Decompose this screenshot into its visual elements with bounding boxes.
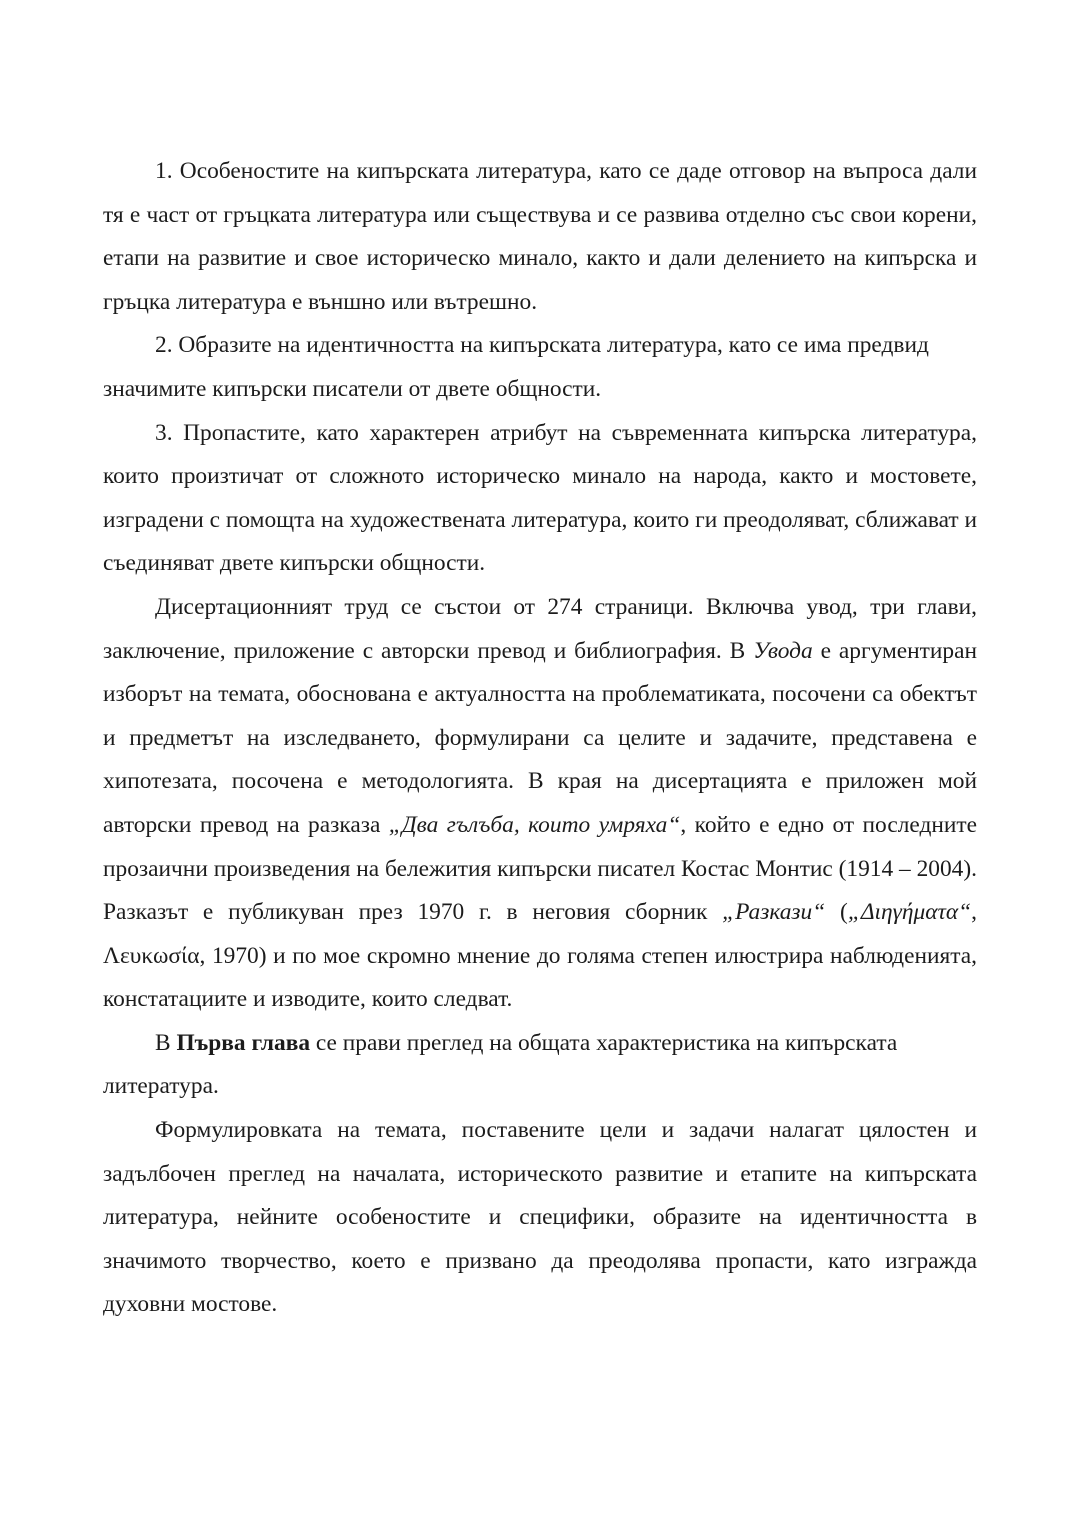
list-item-1 — [103, 150, 977, 324]
list-item-2 — [103, 324, 977, 411]
list-item-number: 2. — [155, 332, 173, 359]
paragraph-text: , който е едно от последните прозаични произведения на бележития кипърски писател Костас Монтис (1914 – 2004). Разказът е публикуван през 1970 г. в неговия сборник — [103, 811, 978, 926]
italic-collection-title: „Разкази“ — [722, 899, 826, 926]
paragraph-text: Формулировката на темата, поставените цели и задачи налагат цялостен и задълбочен преглед на началата, историческото развитие и етапите на кипърската литература, нейните особеностите и специфики, образите на идентичността в значимото творчество, което е призвано да преодолява пропасти, като изгражда духовни мостове. — [103, 1117, 977, 1318]
chapter-paragraph — [103, 1022, 977, 1109]
paragraph-text: е аргументиран изборът на темата, обоснована е актуалността на проблематиката, посочени са обектът и предметът на изследването, формулирани са целите и задачите, представена е хипотезата, посочена е методологията. В края на дисертацията е приложен мой авторски превод на разказа — [103, 637, 977, 838]
italic-greek-title: „Διηγήματα“ — [847, 899, 972, 926]
bold-chapter-title: Първа глава — [176, 1029, 311, 1056]
italic-story-title: „Два гълъба, които умряха“ — [388, 811, 681, 838]
document-page — [103, 150, 977, 1327]
list-item-text: Пропастите, като характерен атрибут на съвременната кипърска литература, които произтичат от сложното историческо минало на народа, както и мостовете, изградени с помощта на художествената литература, които ги преодоляват, сближават и съединяват двете кипърски общности. — [103, 419, 977, 577]
paragraph-text: В — [155, 1029, 177, 1056]
list-item-number: 1. — [155, 158, 173, 184]
list-item-text: Особеностите на кипърската литература, като се даде отговор на въпроса дали тя е част от гръцката литература или съществува и се развива отделно със свои корени, етапи на развитие и свое историческо минало, както и дали делението на кипърска и гръцка литература е външно или вътрешно. — [103, 158, 977, 315]
list-item-text: Образите на идентичността на кипърската литература, като се има предвид значимите кипърски писатели от двете общности. — [103, 332, 929, 402]
paragraph-text: , Λευκωσία, 1970) и по мое скромно мнение до голяма степен илюстрира наблюденията, констатациите и изводите, които следват. — [103, 899, 978, 1013]
list-item-number: 3. — [155, 419, 173, 446]
paragraph-text: Дисертационният труд се състои от 274 страници. Включва увод, три глави, заключение, приложение с авторски превод и библиография. В — [103, 593, 977, 664]
italic-term-introduction: Увода — [753, 637, 813, 664]
paragraph-text: се прави преглед на общата характеристика на кипърската литература. — [103, 1029, 898, 1100]
final-paragraph — [103, 1109, 977, 1327]
list-item-3 — [103, 412, 977, 586]
dissertation-paragraph — [103, 586, 977, 1022]
paragraph-text: ( — [825, 899, 848, 926]
